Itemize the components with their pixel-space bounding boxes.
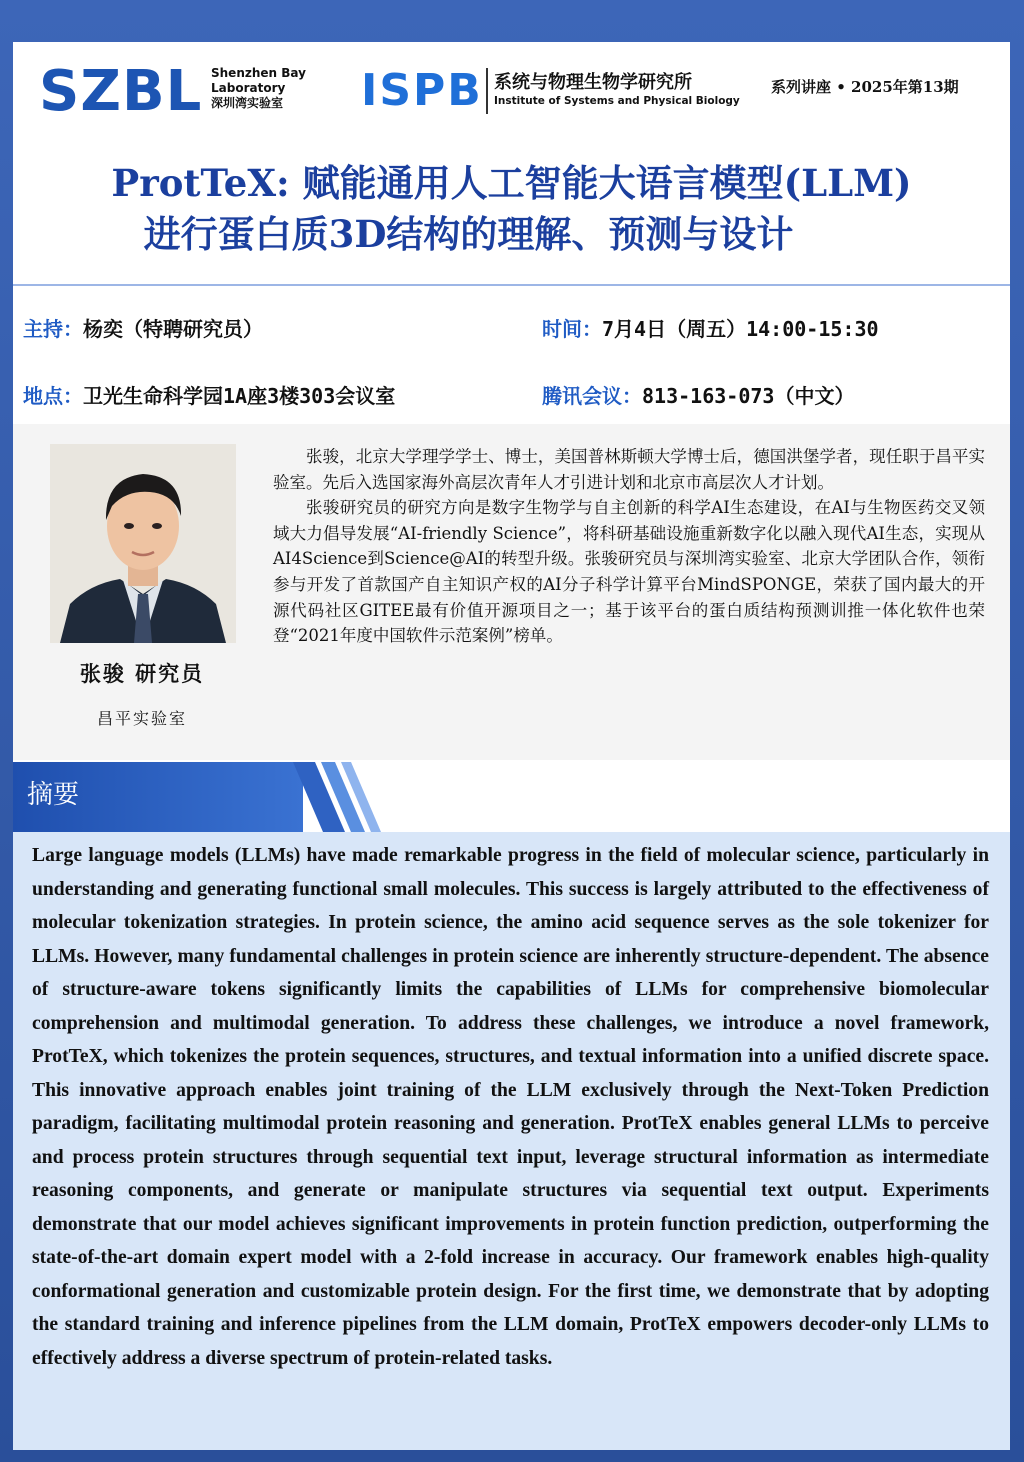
tencent-label: 腾讯会议： xyxy=(542,384,642,408)
host-info xyxy=(23,313,263,342)
tencent-meeting-info xyxy=(542,380,854,409)
place-value: 卫光生命科学园1A座3楼303会议室 xyxy=(83,384,396,408)
ispb-logo: ISPB xyxy=(361,65,483,116)
szbl-cn: 深圳湾实验室 xyxy=(211,96,284,110)
speaker-bio xyxy=(273,444,985,649)
szbl-en-line2: Laboratory xyxy=(211,81,286,95)
time-info xyxy=(542,313,879,342)
bio-paragraph-1: 张骏，北京大学理学学士、博士，美国普林斯顿大学博士后，德国洪堡学者，现任职于昌平实验室。先后入选国家海外高层次青年人才引进计划和北京市高层次人才计划。 xyxy=(273,447,985,492)
time-value: 7月4日（周五）14:00-15:30 xyxy=(602,317,879,341)
speaker-org: 昌平实验室 xyxy=(96,709,187,728)
szbl-en-line1: Shenzhen Bay xyxy=(211,66,306,80)
abstract-stripe-decoration xyxy=(293,762,403,832)
szbl-logo: SZBL xyxy=(39,59,203,124)
series-label: 系列讲座 • 2025年第13期 xyxy=(771,78,959,96)
ispb-en-name: Institute of Systems and Physical Biology xyxy=(494,95,740,107)
title-line2: 进行蛋白质3D结构的理解、预测与设计 xyxy=(143,212,794,256)
abstract-text: Large language models (LLMs) have made remarkable progress in the field of molecular science, particularly in understanding and generating functional small molecules. This success is largely attributed to the effectiveness of molecular tokenization strategies. In protein science, the amino acid sequence serves as the sole tokenizer for LLMs. However, many fundamental challenges in protein science are inherently structure-dependent. The absence of structure-aware tokens significantly limits the capabilities of LLMs for comprehensive biomolecular comprehension and multimodal generation. To address these challenges, we introduce a novel framework, ProtTeX, which tokenizes the protein sequences, structures, and textual information into a unified discrete space. This innovative approach enables joint training of the LLM exclusively through the Next-Token Prediction paradigm, facilitating multimodal protein reasoning and generation. ProtTeX enables general LLMs to perceive and process protein structures through sequential text input, leverage structural information as intermediate reasoning components, and generate or manipulate structures via sequential text output. Experiments demonstrate that our model achieves significant improvements in protein function prediction, outperforming the state-of-the-art domain expert model with a 2-fold increase in accuracy. Our framework enables high-quality conformational generation and customizable protein design. For the first time, we demonstrate that by adopting the standard training and inference pipelines from the LLM domain, ProtTeX empowers decoder-only LLMs to effectively address a diverse spectrum of protein-related tasks. xyxy=(32,845,989,1369)
ispb-cn-name: 系统与物理生物学研究所 xyxy=(494,72,692,93)
host-label: 主持： xyxy=(23,317,83,341)
bio-paragraph-2: 张骏研究员的研究方向是数字生物学与自主创新的科学AI生态建设，在AI与生物医药交叉领域大力倡导发展“AI-friendly Science”，将科研基础设施重新数字化以融入现代AI生态，实现从AI4Science到Science@AI的转型升级。张骏研究员与深圳湾实验室、北京大学团队合作，领衔参与开发了首款国产自主知识产权的AI分子科学计算平台MindSPONGE，荣获了国内最大的开源代码社区GITEE最有价值开源项目之一；基于该平台的蛋白质结构预测训推一体化软件也荣登“2021年度中国软件示范案例”榜单。 xyxy=(273,498,985,646)
place-info xyxy=(23,380,395,409)
title-line1: ProtTeX: 赋能通用人工智能大语言模型(LLM) xyxy=(111,161,912,205)
tencent-value: 813-163-073（中文） xyxy=(642,384,855,408)
poster-card xyxy=(13,42,1010,1450)
speaker-portrait-icon xyxy=(50,444,236,643)
place-label: 地点： xyxy=(23,384,83,408)
speaker-photo xyxy=(50,444,236,643)
szbl-logo-text xyxy=(211,66,306,111)
speaker-name: 张骏 研究员 xyxy=(79,661,205,686)
title-divider xyxy=(13,284,1010,286)
page-title xyxy=(13,158,1010,260)
ispb-divider xyxy=(486,68,488,114)
host-value: 杨奕（特聘研究员） xyxy=(83,317,263,341)
time-label: 时间： xyxy=(542,317,602,341)
abstract-label: 摘要 xyxy=(27,780,80,810)
